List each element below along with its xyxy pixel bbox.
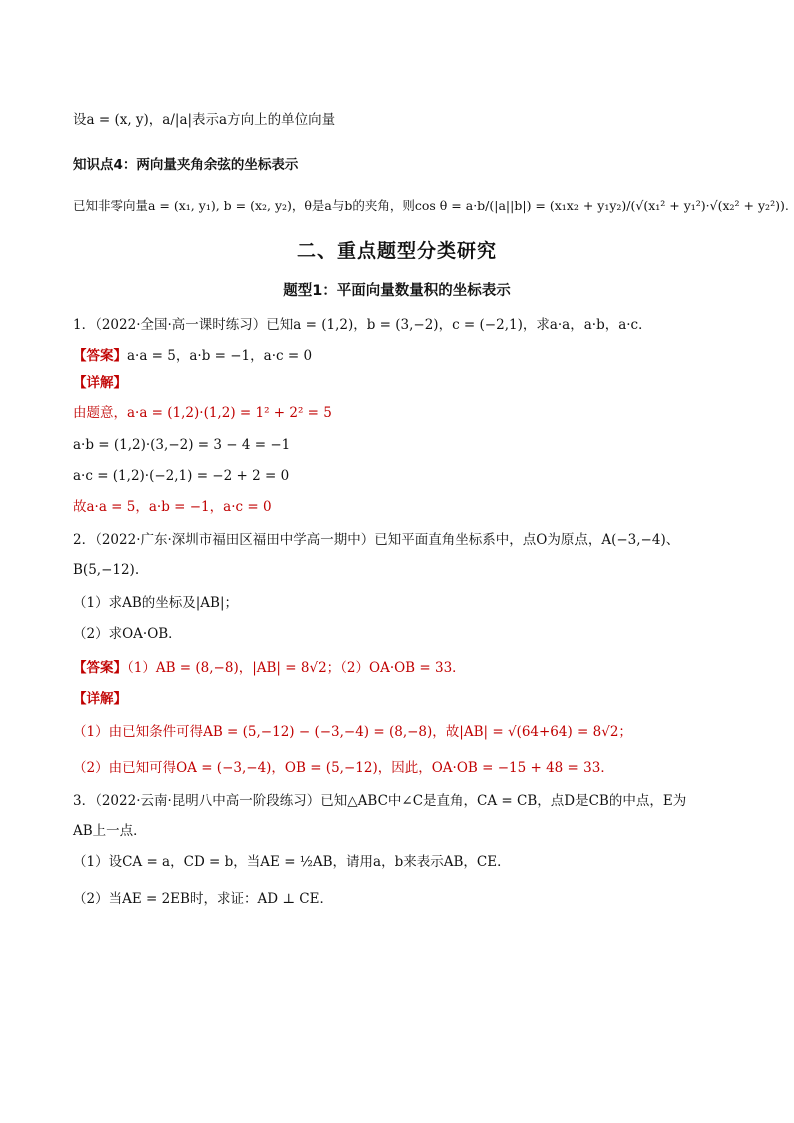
answer-tag: 【答案】 bbox=[73, 348, 127, 364]
cosine-formula-line: 已知非零向量a = (x₁, y₁), b = (x₂, y₂)，θ是a与b的夹角，则cos θ = a·b/(|a||b|) = (x₁x₂ + y₁y₂)/(√(x₁² + y₁²)·√(x₂² + y₂²)). bbox=[73, 198, 789, 213]
question-2-detail-tag: 【详解】 bbox=[73, 691, 127, 707]
section-title: 二、重点题型分类研究 bbox=[296, 240, 497, 262]
question-1-detail-tag: 【详解】 bbox=[73, 375, 127, 391]
question-3-continued: AB上一点． bbox=[73, 823, 147, 839]
question-1-answer-row bbox=[73, 347, 734, 365]
type-1-title: 题型1：平面向量数量积的坐标表示 bbox=[283, 283, 511, 299]
question-1-answer: a·a = 5，a·b = −1，a·c = 0 bbox=[127, 348, 313, 364]
answer-tag: 【答案】 bbox=[73, 660, 127, 676]
question-2-answer: （1）AB = (8,−8)，|AB| = 8√2；（2）OA·OB = 33． bbox=[127, 660, 466, 676]
question-2-detail-1: （1）由已知条件可得AB = (5,−12) − (−3,−4) = (8,−8)，故|AB| = √(64+64) = 8√2； bbox=[73, 724, 632, 740]
question-1-detail-1: 由题意，a·a = (1,2)·(1,2) = 1² + 2² = 5 bbox=[73, 405, 332, 421]
question-1-detail-2: a·b = (1,2)·(3,−2) = 3 − 4 = −1 bbox=[73, 437, 291, 453]
knowledge-point-4-heading: 知识点4：两向量夹角余弦的坐标表示 bbox=[73, 157, 299, 173]
question-1-detail-4: 故a·a = 5，a·b = −1，a·c = 0 bbox=[73, 499, 272, 515]
question-2-part-2: （2）求OA·OB． bbox=[73, 626, 182, 642]
question-1-detail-3: a·c = (1,2)·(−2,1) = −2 + 2 = 0 bbox=[73, 468, 290, 484]
question-2-continued: B(5,−12). bbox=[73, 562, 140, 578]
question-1: 1．（2022·全国·高一课时练习）已知a = (1,2)，b = (3,−2)，c = (−2,1)，求a·a，a·b，a·c． bbox=[73, 317, 652, 333]
question-3-part-2: （2）当AE = 2EB时，求证：AD ⊥ CE． bbox=[73, 891, 333, 907]
unit-vector-line: 设a = (x, y)，a/|a|表示a方向上的单位向量 bbox=[73, 112, 336, 128]
question-2-part-1: （1）求AB的坐标及|AB|； bbox=[73, 595, 239, 611]
question-2-answer-row bbox=[73, 659, 734, 677]
question-2: 2．（2022·广东·深圳市福田区福田中学高一期中）已知平面直角坐标系中，点O为原点，A(−3,−4)、 bbox=[73, 532, 680, 548]
question-3: 3．（2022·云南·昆明八中高一阶段练习）已知△ABC中∠C是直角，CA = CB，点D是CB的中点，E为 bbox=[73, 793, 687, 809]
question-3-part-1: （1）设CA = a，CD = b，当AE = ½AB，请用a，b来表示AB，CE． bbox=[73, 854, 511, 870]
question-2-detail-2: （2）由已知可得OA = (−3,−4)，OB = (5,−12)，因此，OA·OB = −15 + 48 = 33． bbox=[73, 760, 614, 776]
